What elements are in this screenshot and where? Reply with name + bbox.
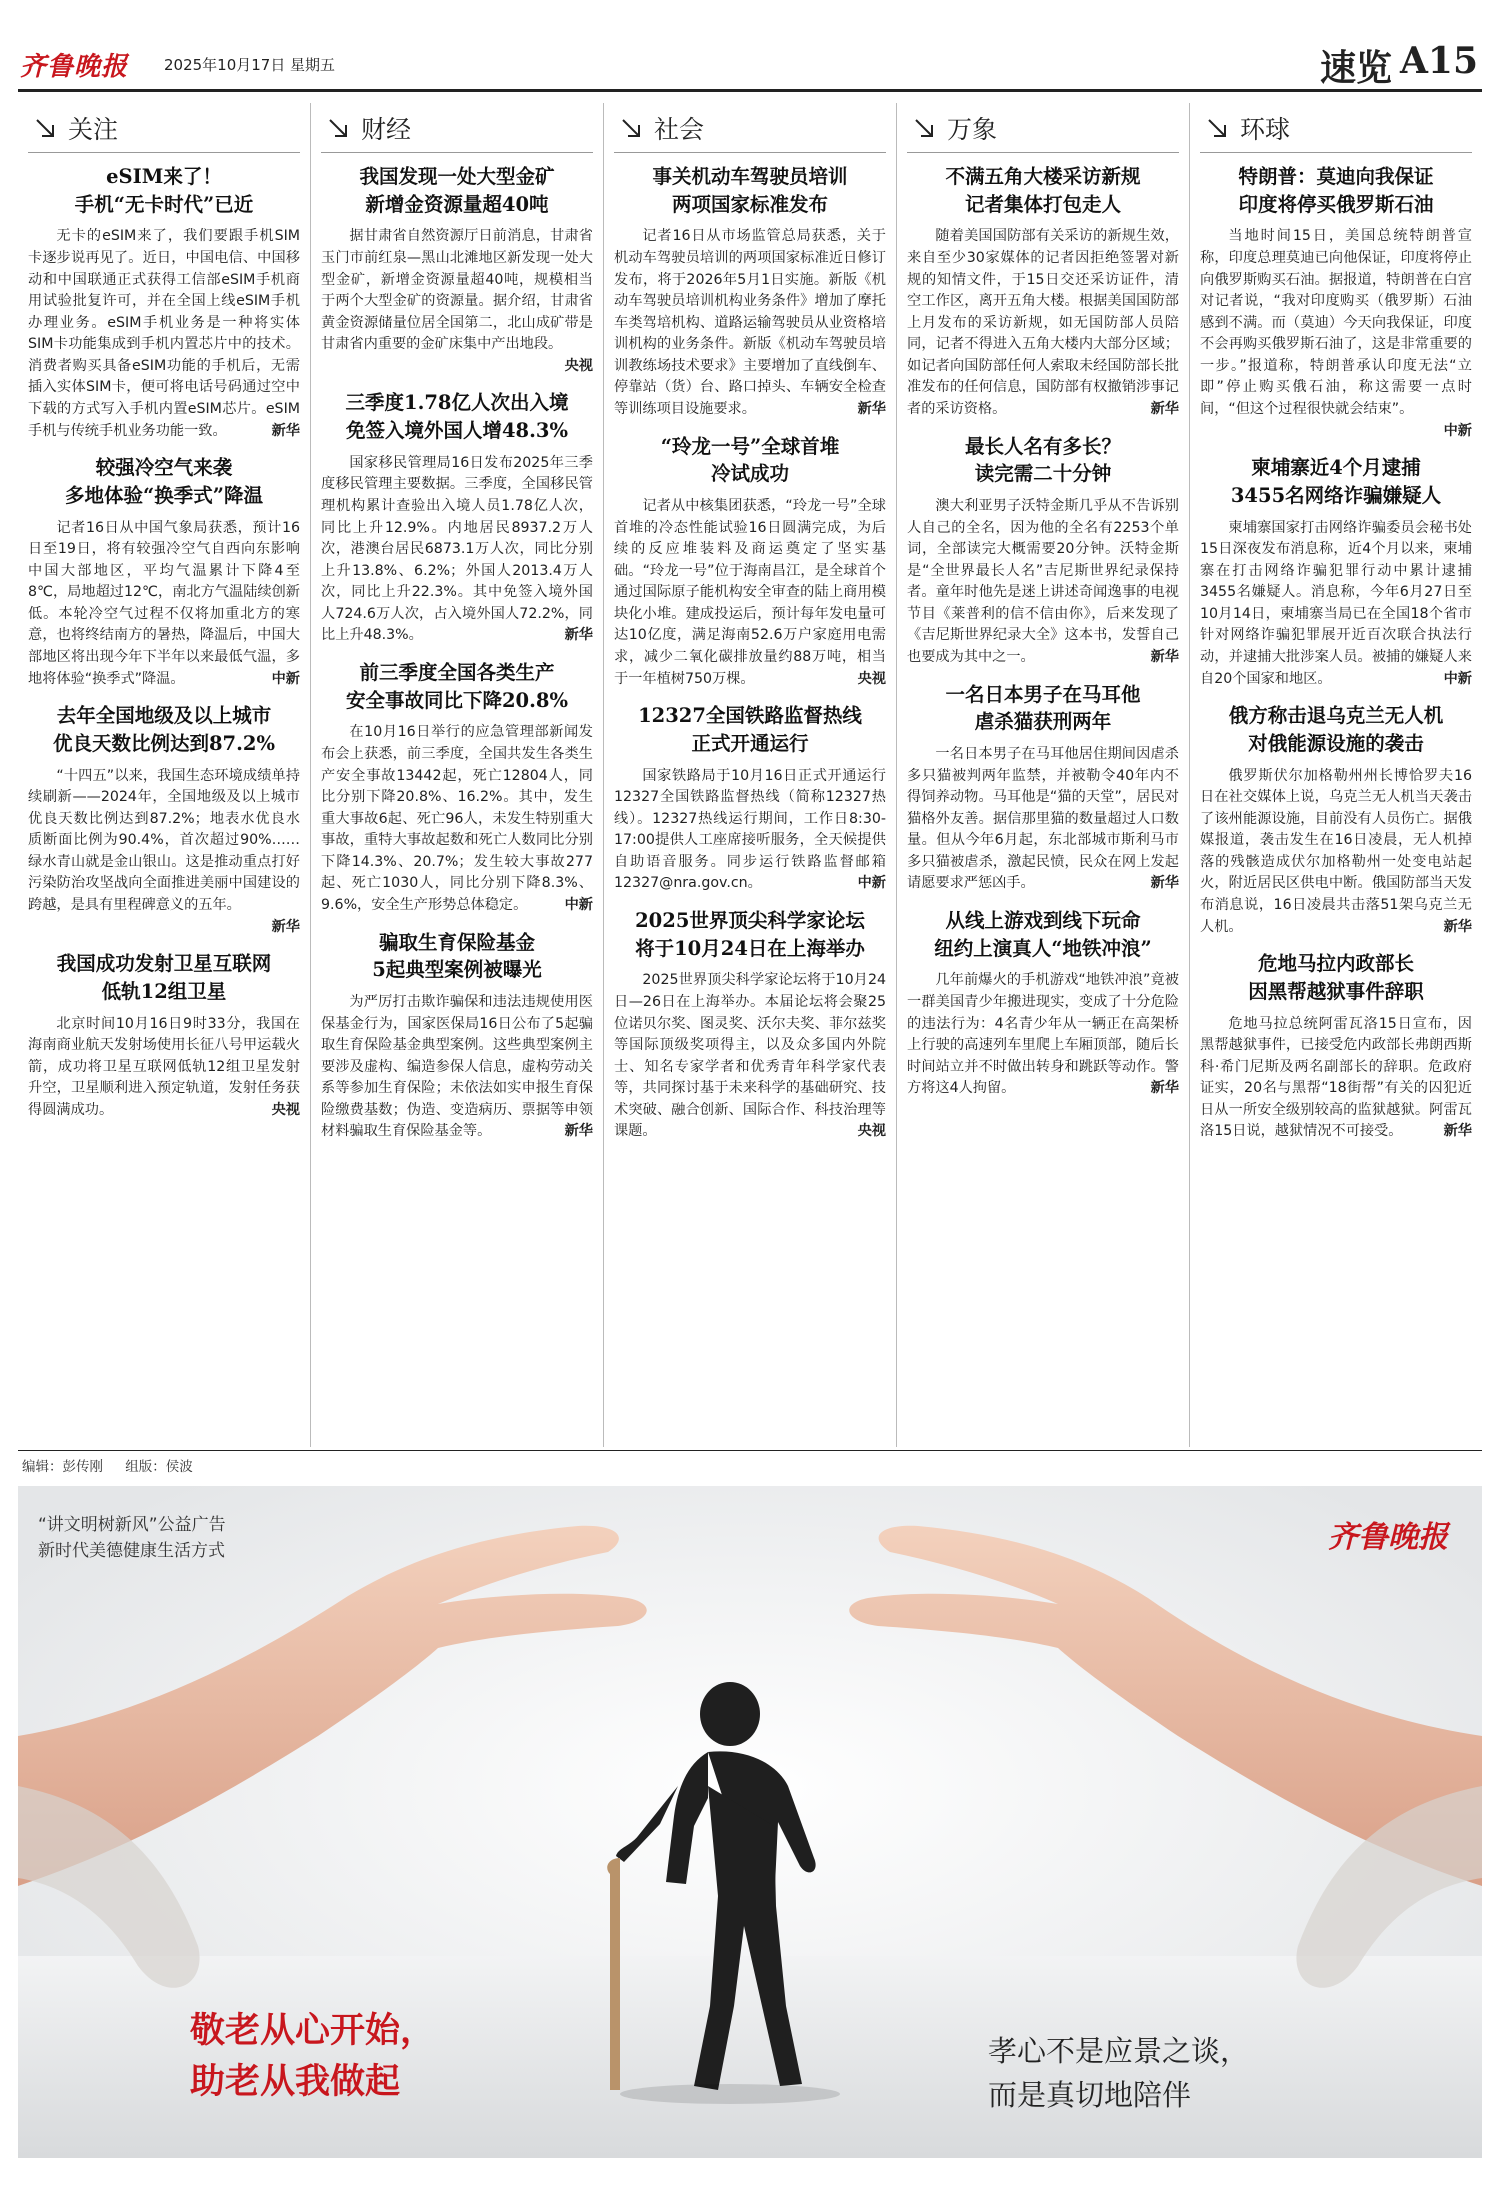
headline-line: 低轨12组卫星: [101, 979, 227, 1003]
article-body: [907, 496, 1179, 669]
headline-line: 记者集体打包走人: [964, 192, 1121, 216]
article-body: [614, 766, 886, 895]
article-source: 央视: [271, 1101, 300, 1118]
article-body: [614, 496, 886, 690]
article-body-text: 2025世界顶尖科学家论坛将于10月24日—26日在上海举办。本届论坛将会聚25位诺贝尔奖、图灵奖、沃尔夫奖、菲尔兹奖等国际顶级奖项得主，以及众多国内外院士、知名专家学者和优秀青年科学家代表等，共同探讨基于未来科学的基础研究、技术突破、融合创新、国际合作、科技治理等课题。: [614, 972, 886, 1140]
news-article[interactable]: [907, 433, 1179, 669]
article-headline[interactable]: [28, 163, 300, 218]
headline-line: 3455名网络诈骗嫌疑人: [1230, 483, 1442, 507]
news-article[interactable]: [321, 163, 593, 377]
headline-line: 冷试成功: [710, 462, 789, 486]
editor-credits: [18, 1450, 1482, 1474]
headline-line: 印度将停买俄罗斯石油: [1238, 192, 1434, 216]
article-source: 新华: [1443, 1123, 1472, 1140]
article-body-text: 记者从中核集团获悉，“玲龙一号”全球首堆的冷态性能试验16日圆满完成，为后续的反应堆装料及商运奠定了坚实基础。“玲龙一号”位于海南昌江，是全球首个通过国际原子能机构安全审查的陆上商用模块化小堆。建成投运后，预计每年发电量可达10亿度，满足海南52.6万户家庭用电需求，减少二氧化碳排放量约88万吨，相当于一年植树750万棵。: [614, 497, 886, 687]
news-article[interactable]: [28, 702, 300, 938]
headline-line: 5起典型案例被曝光: [372, 958, 542, 982]
headline-line: 特朗普：莫迪向我保证: [1238, 165, 1434, 188]
headline-line: 优良天数比例达到87.2%: [52, 731, 276, 755]
article-body: [1200, 766, 1472, 939]
headline-line: 2025世界顶尖科学家论坛: [635, 909, 865, 932]
column-label: 财经: [361, 114, 412, 144]
article-source: 新华: [564, 1123, 593, 1140]
headline-line: 从线上游戏到线下玩命: [945, 909, 1141, 932]
article-headline[interactable]: [614, 702, 886, 757]
headline-line: 因黑帮越狱事件辞职: [1248, 979, 1424, 1003]
page-section-title: 速览: [1319, 47, 1392, 89]
article-headline[interactable]: [1200, 950, 1472, 1005]
article-body-text: 记者16日从中国气象局获悉，预计16日至19日，将有较强冷空气自西向东影响中国大部地区，平均气温累计下降4至8℃，局地超过12℃，南北方气温陆续创新低。本轮冷空气过程不仅将加重北方的寒意，也将终结南方的暑热，降温后，中国大部地区将出现今年下半年以来最低气温，多地将体验“换季式”降温。: [28, 519, 300, 687]
article-headline[interactable]: [614, 907, 886, 962]
column-header: [28, 103, 300, 153]
article-body: [321, 992, 593, 1143]
article-body: [321, 453, 593, 647]
headline-line: 柬埔寨近4个月逮捕: [1251, 456, 1421, 480]
article-body: [28, 518, 300, 691]
ad-slogan-red: [190, 2006, 435, 2108]
headline-line: 多地体验“换季式”降温: [65, 483, 263, 507]
article-headline[interactable]: [614, 433, 886, 488]
headline-line: 我国发现一处大型金矿: [359, 165, 555, 188]
column-label: 社会: [654, 114, 705, 144]
ad-slogan-dark-line: 而是真切地陪伴: [988, 2077, 1192, 2112]
article-body-text: 柬埔寨国家打击网络诈骗委员会秘书处15日深夜发布消息称，近4个月以来，柬埔寨在打击网络诈骗犯罪行动中累计逮捕3455名嫌疑人。消息称，今年6月27日至10月14日，柬埔寨当局已在全国18个省市针对网络诈骗犯罪展开近百次联合执法行动，并逮捕大批涉案人员。被捕的嫌疑人来自20个国家和地区。: [1200, 519, 1472, 687]
article-source: 中新: [1443, 422, 1472, 439]
article-headline[interactable]: [614, 163, 886, 218]
news-column: [897, 103, 1190, 1447]
headline-line: 虐杀猫获刑两年: [974, 710, 1112, 734]
editor-name: 编辑：彭传刚: [22, 1459, 103, 1475]
column-header: [907, 103, 1179, 153]
article-body-text: 无卡的eSIM来了，我们要跟手机SIM卡逐步说再见了。近日，中国电信、中国移动和中国联通正式获得工信部eSIM手机商用试验批复许可，并在全国上线eSIM手机办理业务。eSIM手机业务是一种将实体SIM卡功能集成到手机内置芯片中的技术。消费者购买具备eSIM功能的手机后，无需插入实体SIM卡，便可将电话号码通过空中下载的方式写入手机内置eSIM芯片。eSIM手机与传统手机业务功能一致。: [28, 228, 300, 439]
article-headline[interactable]: [321, 163, 593, 218]
headline-line: 较强冷空气来袭: [95, 456, 233, 480]
news-columns: [18, 103, 1482, 1447]
article-source: 央视: [857, 1123, 886, 1140]
article-body-text: 当地时间15日，美国总统特朗普宣称，印度总理莫迪已向他保证，印度将停止向俄罗斯购买石油。据报道，特朗普在白宫对记者说，“我对印度购买（俄罗斯）石油感到不满。而（莫迪）今天向我保证，印度不会再购买俄罗斯石油了，这是非常重要的一步。”报道称，特朗普承认印度无法“立即”停止购买俄石油，称这需要一点时间，“但这个过程很快就会结束”。: [1200, 228, 1472, 417]
news-article[interactable]: [321, 659, 593, 917]
article-source: 新华: [271, 422, 300, 439]
headline-line: 读完需二十分钟: [974, 462, 1112, 486]
article-headline[interactable]: [907, 433, 1179, 488]
headline-line: 免签入境外国人增48.3%: [345, 419, 569, 443]
article-body-text: 危地马拉总统阿雷瓦洛15日宣布，因黑帮越狱事件，已接受危内政部长弗朗西斯科·希门尼斯及两名副部长的辞职。危政府证实，20名与黑帮“18街帮”有关的囚犯近日从一所安全级别较高的监狱越狱。阿雷瓦洛15日说，越狱情况不可接受。: [1200, 1015, 1472, 1140]
news-article[interactable]: [1200, 950, 1472, 1143]
headline-line: 新增金资源量超40吨: [365, 192, 549, 216]
designer-name: 组版：侯波: [125, 1459, 193, 1475]
article-source: 央视: [857, 670, 886, 687]
article-headline[interactable]: [907, 163, 1179, 218]
article-body: [907, 970, 1179, 1099]
headline-line: 对俄能源设施的袭击: [1248, 731, 1424, 755]
headline-line: 12327全国铁路监督热线: [638, 704, 862, 728]
article-headline[interactable]: [321, 659, 593, 714]
article-headline[interactable]: [321, 389, 593, 444]
article-source: 中新: [1443, 670, 1472, 687]
issue-date: 2025年10月17日: [164, 56, 286, 74]
article-body: [321, 226, 593, 374]
ad-slogan-dark: [988, 2030, 1249, 2117]
article-body-text: 俄罗斯伏尔加格勒州州长博恰罗夫16日在社交媒体上说，乌克兰无人机当天袭击了该州能源设施，目前没有人员伤亡。据俄媒报道，袭击发生在16日凌晨，无人机掉落的残骸造成伏尔加格勒州一处变电站起火，附近居民区供电中断。俄国防部当天发布消息说，16日凌晨共击落51架乌克兰无人机。: [1200, 767, 1472, 935]
news-article[interactable]: [907, 681, 1179, 895]
article-source: 央视: [564, 357, 593, 374]
article-body-text: 据甘肃省自然资源厅日前消息，甘肃省玉门市前红泉—黑山北滩地区新发现一处大型金矿，新增金资源量超40吨，规模相当于两个大型金矿的资源量。据介绍，甘肃省黄金资源储量位居全国第二，北山成矿带是甘肃省内重要的金矿床集中产出地段。: [321, 228, 593, 353]
article-body: [28, 766, 300, 935]
ad-campaign-subtag: 新时代美德健康生活方式: [38, 1541, 225, 1561]
article-source: 新华: [271, 918, 300, 935]
article-headline[interactable]: [1200, 702, 1472, 757]
article-source: 新华: [857, 401, 886, 417]
article-body: [614, 226, 886, 420]
article-body: [28, 226, 300, 442]
diagonal-arrow-icon: [34, 117, 56, 139]
headline-line: 正式开通运行: [691, 731, 809, 755]
news-article[interactable]: [907, 907, 1179, 1100]
article-source: 新华: [564, 627, 593, 644]
article-body-text: 在10月16日举行的应急管理部新闻发布会上获悉，前三季度，全国共发生各类生产安全事故13442起，死亡12804人，同比分别下降20.8%、16.2%。其中，发生重大事故6起、死亡96人，未发生特别重大事故，重特大事故起数和死亡人数同比分别下降14.3%、20.7%；发生较大事故277起、死亡1030人，同比分别下降8.3%、9.6%，安全生产形势总体稳定。: [321, 724, 593, 913]
article-headline[interactable]: [1200, 454, 1472, 509]
headline-line: 危地马拉内政部长: [1257, 952, 1414, 976]
diagonal-arrow-icon: [1206, 117, 1228, 139]
headline-line: 最长人名有多长？: [964, 434, 1121, 458]
article-body-text: 一名日本男子在马耳他居住期间因虐杀多只猫被判两年监禁，并被勒令40年内不得饲养动物。马耳他是“猫的天堂”，居民对猫格外友善。据信那里猫的数量超过人口数量。但从今年6月起，东北部城市斯利马市多只猫被虐杀，激起民愤，民众在网上发起请愿要求严惩凶手。: [907, 745, 1179, 892]
news-article[interactable]: [614, 907, 886, 1143]
diagonal-arrow-icon: [620, 117, 642, 139]
page-number: A15: [1399, 40, 1478, 82]
headline-line: 三季度1.78亿人次出入境: [345, 391, 569, 415]
news-column: [311, 103, 604, 1447]
ad-slogan-red-line: 助老从我做起: [190, 2060, 401, 2102]
article-body: [907, 744, 1179, 895]
column-label: 关注: [68, 114, 119, 144]
article-body: [1200, 1014, 1472, 1143]
column-header: [1200, 103, 1472, 153]
article-source: 中新: [564, 897, 593, 913]
headline-line: 将于10月24日在上海举办: [635, 936, 865, 960]
headline-line: 手机“无卡时代”已近: [74, 192, 254, 216]
article-body: [1200, 518, 1472, 691]
ad-campaign-tag: “讲文明树新风”公益广告: [38, 1515, 226, 1535]
column-label: 万象: [947, 114, 998, 144]
article-headline[interactable]: [907, 681, 1179, 736]
news-article[interactable]: [321, 389, 593, 647]
article-source: 中新: [857, 875, 886, 892]
news-article[interactable]: [1200, 454, 1472, 690]
article-body: [28, 1014, 300, 1122]
article-headline[interactable]: [1200, 163, 1472, 218]
article-headline[interactable]: [28, 950, 300, 1005]
article-body-text: 北京时间10月16日9时33分，我国在海南商业航天发射场使用长征八号甲运载火箭，成功将卫星互联网低轨12组卫星发射升空，卫星顺利进入预定轨道，发射任务获得圆满成功。: [28, 1015, 300, 1118]
article-source: 新华: [1150, 649, 1179, 665]
news-article[interactable]: [614, 702, 886, 895]
article-headline[interactable]: [321, 929, 593, 984]
headline-line: eSIM来了！: [106, 165, 222, 188]
ad-slogan-dark-line: 孝心不是应景之谈，: [988, 2034, 1250, 2068]
headline-line: 安全事故同比下降20.8%: [345, 688, 569, 712]
headline-line: 俄方称击退乌克兰无人机: [1228, 704, 1444, 728]
article-body-text: 几年前爆火的手机游戏“地铁冲浪”竟被一群美国青少年搬进现实，变成了十分危险的违法行为：4名青少年从一辆正在高架桥上行驶的高速列车里爬上车厢顶部，随后长时间站立并不时做出转身和跳跃等动作。警方将这4人拘留。: [907, 972, 1179, 1097]
article-body-text: 记者16日从市场监管总局获悉，关于机动车驾驶员培训的两项国家标准近日修订发布，将于2026年5月1日实施。新版《机动车驾驶员培训机构业务条件》增加了摩托车类驾培机构、道路运输驾驶员从业资格培训机构的业务条件。新版《机动车驾驶员培训教练场技术要求》主要增加了直线倒车、停靠站（货）台、路口掉头、车辆安全检查等训练项目设施要求。: [614, 228, 886, 417]
headline-line: 我国成功发射卫星互联网: [56, 952, 272, 976]
article-body-text: 随着美国国防部有关采访的新规生效，来自至少30家媒体的记者因拒绝签署对新规的知情文件，于15日交还采访证件，清空工作区，离开五角大楼。根据美国国防部上月发布的采访新规，如无国防部人员陪同，记者不得进入五角大楼内大部分区域；如记者向国防部任何人索取未经国防部长批准发布的任何信息，国防部有权撤销涉事记者的采访资格。: [907, 228, 1179, 417]
article-body: [321, 722, 593, 916]
article-source: 新华: [1150, 401, 1179, 417]
ad-slogan-red-line: 敬老从心开始，: [190, 2010, 436, 2051]
article-body: [907, 226, 1179, 420]
news-article[interactable]: [28, 950, 300, 1121]
headline-line: “玲龙一号”全球首堆: [660, 434, 840, 458]
news-article[interactable]: [321, 929, 593, 1143]
headline-line: 一名日本男子在马耳他: [945, 682, 1141, 706]
column-header: [614, 103, 886, 153]
public-service-ad: [18, 1486, 1482, 2158]
news-article[interactable]: [28, 454, 300, 690]
article-headline[interactable]: [28, 702, 300, 757]
issue-weekday: 星期五: [290, 56, 336, 74]
article-body-text: 国家铁路局于10月16日正式开通运行12327全国铁路监督热线（简称12327热线）。12327热线运行期间，工作日8:30-17:00提供人工座席接听服务，全天候提供自助语音服务。同步运行铁路监督邮箱12327@nra.gov.cn。: [614, 767, 886, 892]
article-source: 新华: [1150, 875, 1179, 892]
article-source: 新华: [1443, 918, 1472, 935]
article-body-text: 澳大利亚男子沃特金斯几乎从不告诉别人自己的全名，因为他的全名有2253个单词，全部读完大概需要20分钟。沃特金斯是“全世界最长人名”吉尼斯世界纪录保持者。童年时他先是迷上讲述奇闻逸事的电视节目《莱普利的信不信由你》，后来发现了《吉尼斯世界纪录大全》这本书，发誓自己也要成为其中之一。: [907, 497, 1179, 665]
news-column: [604, 103, 897, 1447]
headline-line: 骗取生育保险基金: [378, 930, 535, 954]
article-body: [1200, 226, 1472, 439]
headline-line: 前三季度全国各类生产: [359, 661, 555, 684]
masthead: [18, 0, 1482, 92]
headline-line: 两项国家标准发布: [671, 192, 828, 216]
news-article[interactable]: [28, 163, 300, 442]
news-article[interactable]: [1200, 702, 1472, 938]
article-body-text: “十四五”以来，我国生态环境成绩单持续刷新——2024年，全国地级及以上城市优良天数比例达到87.2%；地表水优良水质断面比例为90.4%，首次超过90%……绿水青山就是金山银山。这是推动重点打好污染防治攻坚战向全面推进美丽中国建设的跨越，是具有里程碑意义的五年。: [28, 767, 300, 913]
news-column: [1190, 103, 1482, 1447]
headline-line: 纽约上演真人“地铁冲浪”: [934, 936, 1152, 960]
news-article[interactable]: [614, 433, 886, 691]
news-article[interactable]: [614, 163, 886, 421]
ad-newspaper-logo: 齐鲁晚报: [1328, 1520, 1448, 1555]
news-column: [18, 103, 311, 1447]
article-body-text: 为严厉打击欺诈骗保和违法违规使用医保基金行为，国家医保局16日公布了5起骗取生育保险基金典型案例。这些典型案例主要涉及虚构、编造参保人信息，虚构劳动关系等参加生育保险；未依法如实申报生育保险缴费基数；伪造、变造病历、票据等申领材料骗取生育保险基金等。: [321, 993, 593, 1140]
headline-line: 事关机动车驾驶员培训: [652, 165, 848, 188]
diagonal-arrow-icon: [913, 117, 935, 139]
article-source: 新华: [1150, 1080, 1179, 1097]
newspaper-logo: 齐鲁晚报: [20, 52, 129, 82]
article-source: 中新: [271, 670, 300, 687]
headline-line: 不满五角大楼采访新规: [945, 165, 1141, 188]
article-headline[interactable]: [28, 454, 300, 509]
diagonal-arrow-icon: [327, 117, 349, 139]
news-article[interactable]: [907, 163, 1179, 421]
column-header: [321, 103, 593, 153]
article-headline[interactable]: [907, 907, 1179, 962]
column-label: 环球: [1240, 114, 1291, 144]
news-article[interactable]: [1200, 163, 1472, 442]
headline-line: 去年全国地级及以上城市: [56, 704, 272, 728]
article-body: [614, 970, 886, 1143]
article-body-text: 国家移民管理局16日发布2025年三季度移民管理主要数据。三季度，全国移民管理机构累计查验出入境人员1.78亿人次，同比上升12.9%。内地居民8937.2万人次，港澳台居民6873.1万人次，同比分别上升13.8%、6.2%；外国人2013.4万人次，同比上升22.3%。其中免签入境外国人724.6万人次，占入境外国人72.2%，同比上升48.3%。: [321, 454, 593, 644]
